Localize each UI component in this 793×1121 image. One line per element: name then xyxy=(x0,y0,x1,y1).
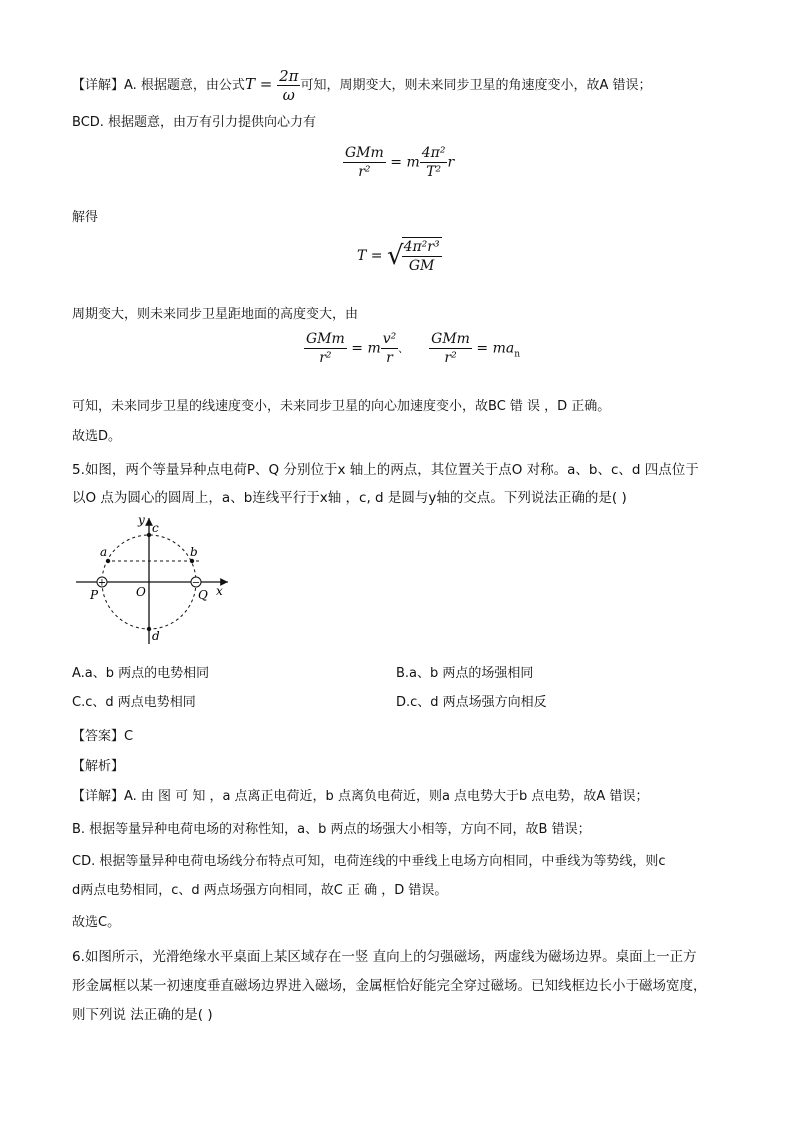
point-b xyxy=(190,559,194,563)
answer-label: 【答案】C xyxy=(72,729,134,744)
option-d: D.c、d 两点场强方向相反 xyxy=(396,695,547,710)
charge-minus: − xyxy=(191,577,201,589)
label-o: O xyxy=(136,585,146,599)
point-d xyxy=(147,627,151,631)
question-6-line3: 则下列说 法正确的是( ) xyxy=(72,1007,213,1023)
detail-5-line2: B. 根据等量异种电荷电场的对称性知，a、b 两点的场强大小相等，方向不同，故B 错误； xyxy=(72,822,591,837)
label-x: x xyxy=(216,584,223,598)
equation-period: T = √ $\frac{\text{4π²r³}}{GM}$ xyxy=(357,239,440,274)
detail-5-line4: d两点电势相同，c、d 两点场强方向相同，故C 正 确 ，D 错误。 xyxy=(72,883,448,898)
formula-t: T = $\frac{2\pi}{\omega}$ xyxy=(244,66,299,104)
conclusion-line: 可知，未来同步卫星的线速度变小，未来同步卫星的向心加速度变小，故BC 错 误 ，D 正确。 xyxy=(72,399,611,414)
option-a: A.a、b 两点的电势相同 xyxy=(72,666,210,681)
question-5-line2: 以O 点为圆心的圆周上，a、b连线平行于x轴 ，c, d 是圆与y轴的交点。下列说法正确的是( ) xyxy=(72,490,627,506)
detail-5-line3: CD. 根据等量异种电荷电场线分布特点可知，电荷连线的中垂线上电场方向相同，中垂线为等势线，则c xyxy=(72,854,666,869)
label-a: a xyxy=(100,545,108,559)
option-c: C.c、d 两点电势相同 xyxy=(72,695,196,710)
label-c: c xyxy=(152,521,159,535)
label-q: Q xyxy=(198,588,208,602)
question-5-line1: 5.如图，两个等量异种点电荷P、Q 分别位于x 轴上的两点，其位置关于点O 对称。a、b、c、d 四点位于 xyxy=(72,462,699,478)
detail-prefix: 【详解】A. 根据题意，由公式 xyxy=(72,78,245,93)
label-p: P xyxy=(90,588,99,602)
point-a xyxy=(106,559,110,563)
question-6-line2: 形金属框以某一初速度垂直磁场边界进入磁场，金属框恰好能完全穿过磁场。已知线框边长小于磁场宽度， xyxy=(72,978,707,994)
detail-5-line5: 故选C。 xyxy=(72,915,121,930)
bcd-intro: BCD. 根据题意，由万有引力提供向心力有 xyxy=(72,115,317,130)
equation-velocity-accel: $\frac{\text{GMm}}{\text{r²}}$ = m $\frac{\text{v²}}{r}$ 、 $\frac{\text{GMm}}{\text{r²}}$ = $ma_n$ xyxy=(306,331,521,366)
detail-suffix: 可知，周期变大，则未来同步卫星的角速度变小，故A 错误； xyxy=(300,78,652,93)
solve-label: 解得 xyxy=(72,210,99,225)
option-b: B.a、b 两点的场强相同 xyxy=(396,666,534,681)
choice-d-line: 故选D。 xyxy=(72,429,122,444)
detail-5-line1: 【详解】A. 由 图 可 知 ，a 点离正电荷近，b 点离负电荷近，则a 点电势大于b 点电势，故A 错误； xyxy=(72,789,649,804)
label-b: b xyxy=(190,545,198,559)
label-y: y xyxy=(138,513,145,527)
detail-line-a xyxy=(72,64,652,104)
question-6-line1: 6.如图所示，光滑绝缘水平桌面上某区域存在一竖 直向上的匀强磁场，两虚线为磁场边界。桌面上一正方 xyxy=(72,949,697,965)
period-explanation: 周期变大，则未来同步卫星距地面的高度变大，由 xyxy=(72,307,359,322)
charge-plus: + xyxy=(97,577,107,589)
equation-gravity: $\frac{\text{GMm}}{\text{r²}}$ = m $\frac{\text{4π²}}{\text{T²}}$ r xyxy=(345,145,455,180)
point-c xyxy=(147,533,151,537)
charge-circle-figure xyxy=(72,512,237,647)
label-d: d xyxy=(152,629,160,643)
analysis-label: 【解析】 xyxy=(72,759,125,774)
